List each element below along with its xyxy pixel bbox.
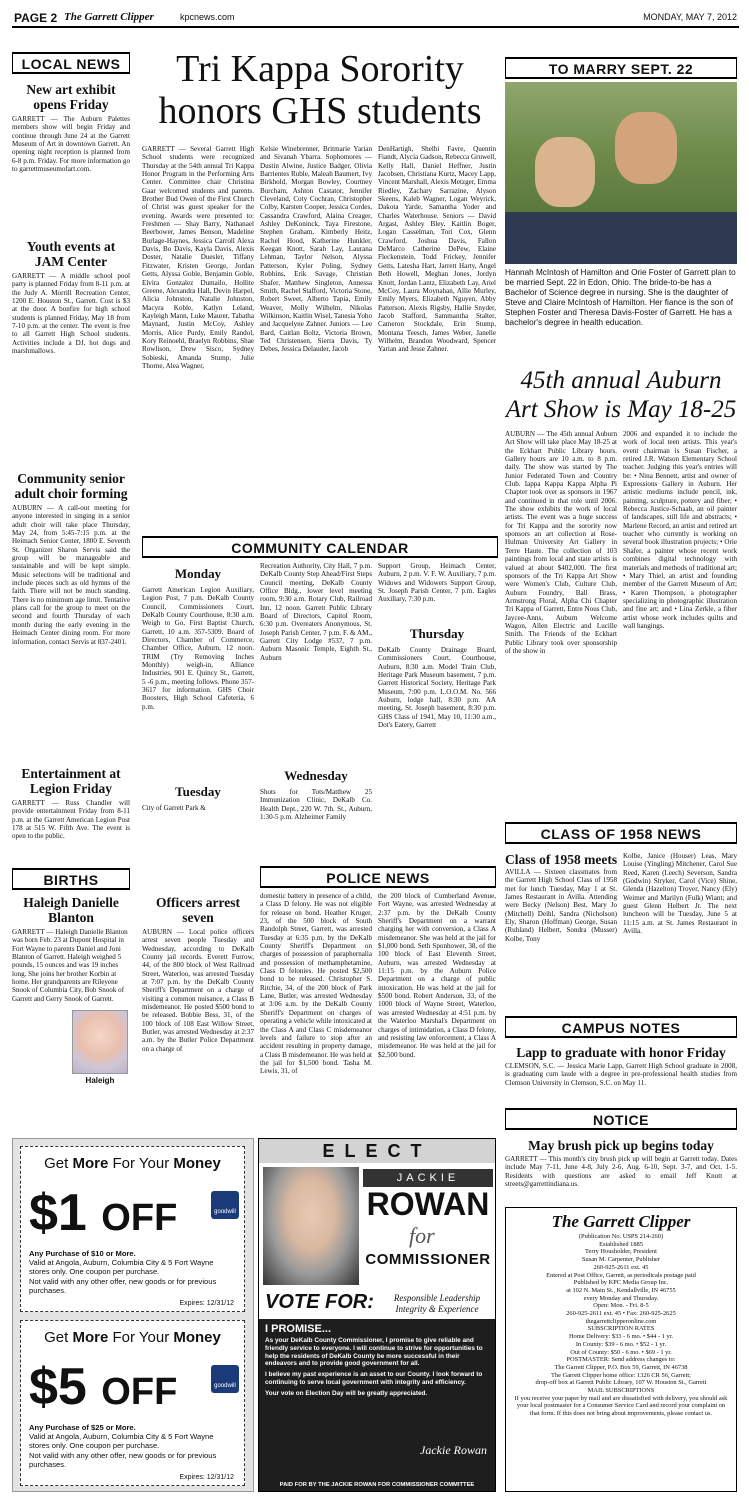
campus-body: CLEMSON, S.C. — Jessica Marie Lapp, Garrett High School graduate in 2008, is graduating cum laude with a degree in pre-professional health studies from Clemson University in Clemson, S.C. on May 11. — [505, 1062, 737, 1087]
class58-col2: Kolbe, Janice (Houser) Leas, Mary Louise (Yingling) Mitchener, Carol Sue Reed, Karen (Leech) Severson, Sandra (Godwin) Stryker, Carol (Vice) Shine, Glenda (Hazelton) Troyer, Nancy (Ely) Weimer and Marilyn (Fulk) Wiant; and guest Glenn Helbert Jr. The next luncheon will be Tuesday, June 5 at 11:15 a.m. at St. James Restaurant in Avilla. — [623, 852, 737, 936]
masthead-line: (Publication No. USPS 214-260) — [578, 1233, 664, 1240]
article-headline: New art exhibit opens Friday — [26, 82, 116, 112]
masthead-line: In County: $39 - 6 mo. • $52 - 1 yr. — [575, 1340, 667, 1348]
notice-body: GARRETT — This month's city brush pick up will begin at Garrett today. Dates include May 7-11, June 4-8, July 2-6, Aug. 6-10, Sept. 3-7, and Oct. 1-5. Residents with questions are asked to email Jeff Knott at streets@garrettindiana.us. — [505, 1155, 737, 1189]
photo-caption: Hannah McIntosh of Hamilton and Orie Foster of Garrett plan to be married Sept. 22 in Edon, Ohio. The bride-to-be has a Bachelor of Science degree in nursing. She is the daughter of Steve and Claire McIntosh of Hamilton. Her fiance is the son of Stephen Foster and Theresa Davis-Foster of Garrett. He has a bachelor's degree in health education. — [505, 268, 736, 327]
coupon-expiry: Expires: 12/31/12 — [179, 1300, 234, 1307]
coupon-expiry: Expires: 12/31/12 — [179, 1474, 234, 1481]
for-script: for — [409, 1223, 435, 1248]
calendar-col1 — [142, 560, 254, 860]
day-heading: Wednesday — [284, 768, 348, 783]
coupon-2[interactable] — [20, 1320, 245, 1486]
masthead-line: Susan M. Carpenter, Publisher — [581, 1256, 661, 1264]
vote-for: VOTE FOR: — [265, 1291, 374, 1313]
couple-photo — [505, 82, 737, 264]
art-article-col1: AUBURN — The 45th annual Auburn Art Show will take place May 18-25 at the Eckhart Public Library hours. Gallery hours are 10 a.m. to 8 p.m. daily. The show was started by The Junior Federated Town and Country Club. Iappa Kappa Kappa Alpha Pi Chapter took over as sponsors in 1967 and continued in that role until 2006. The show exhibits the work of local artists. The event was a huge success for Tri Kappa and the sorority now sponsors an art collection at Rose-Hulman University Art Gallery in Terre Haute. The collection of 103 paintings from local and state artists is valued at about $402,000. The first sponsors of the Tri Kappa Art Show were Women's Club, Culture Club, Auburn Foundry, Ball Brass, Armstrong Floral, Alpha Chi Chapter Tri Kappa of Garrett, Entre Nous Club, Jaycee-Anns, Auburn Welcome Wagon, Allen Electric and Lucille Smith. The Friends of the Eckhart Public Library took over sponsorship of the show in — [505, 430, 617, 655]
art-headline: 45th annual Auburn Art Show is May 18-25 — [505, 367, 737, 423]
masthead-line: 260-925-2611 ext. 45 — [593, 1263, 649, 1271]
masthead-line: SUBSCRIPTION RATES — [587, 1325, 655, 1333]
notice-headline: May brush pick up begins today — [528, 1138, 714, 1153]
day-heading: Tuesday — [175, 784, 221, 799]
website[interactable]: kpcnews.com — [180, 12, 235, 22]
goodwill-logo: goodwill — [211, 1365, 239, 1393]
calendar-entries: Support Group, Heimach Center, Auburn, 2 p.m. V. F. W. Auxiliary, 7 p.m. Widows and Widowers Support Group, St. Joseph Parish Center, 7 p.m. Eagles Auxiliary, 7:30 p.m. — [378, 562, 496, 604]
officers-headline: Officers arrest seven — [155, 895, 241, 925]
article-body: AUBURN — A call-out meeting for anyone interested in singing in a senior adult choir will take place Thursday, May 24, from 5:45-7:15 p.m. at the Heimach Senior Center, 1800 E. Seventh St. Organizer Sharon Servis said the group will be manageable and sustainable and will be kept simple. Music selections will be traditional and include pieces such as old hymns of the faith. There will not be much standing. There is no minimum age limit. Tentative plans call for the group to meet on the second and fourth Thursday of each month during the early evening in the Heimach Center dining room. For more information, contact Servis at 837-2401. — [12, 504, 130, 646]
page-number: PAGE 2 — [14, 11, 58, 25]
calendar-entries: City of Garrett Park & — [142, 804, 206, 812]
campus-headline: Lapp to graduate with honor Friday — [516, 1045, 726, 1060]
masthead-line: Open: Mon. - Fri. 8-5 — [593, 1302, 649, 1310]
calendar-entries: Garrett American Legion Auxiliary, Legion Post, 7 p.m. DeKalb County Council, Commissioners Court, DeKalb County Courthouse, 8:30 a.m. Weigh to Go, First Baptist Church, Garrett, 10 a.m. 357-5309. Board of Directors, Chamber of Commerce, Chamber Office, Auburn, 12 noon. TRIM (Try Removing Inches Monthly) weigh-in, Alliance Industries, 901 E. Quincy St., Garrett, 5 -6 p.m., meeting follows. Phone 357-3617 for information. GHS Choir Boosters, High School Cafeteria, 6 p.m. — [142, 586, 254, 711]
elect-banner: ELECT — [259, 1139, 495, 1163]
masthead-line: Entered at Post Office, Garrett, as periodicals postage paid — [546, 1271, 696, 1279]
baby-photo — [72, 1010, 128, 1074]
officers-body: AUBURN — Local police officers arrest seven people Tuesday and Wednesday, according to DeKalb County jail records. Everett Furrow, 44, of the 800 block of West Railroad Street, Waterloo, was arrested Tuesday at 7:07 p.m. by the DeKalb County Sheriff's Department on a charge of visiting a common nuisance, a Class B misdemeanor. He posted $500 bond to be released. Bobbie Bess, 31, of the 100 block of 108 East Willow Street, Butler, was arrested Wednesday at 2:37 a.m. by the Butler Police Department on a charge of — [142, 928, 254, 1053]
day-heading: Monday — [174, 566, 222, 581]
office-title: COMMISSIONER — [365, 1251, 491, 1268]
main-article-col1: GARRETT — Several Garrett High School students were recognized Thursday at the 54th annual Tri Kappa Honor Program in the Performing Arts Center. Committee chair Christina Gaar welcomed students and parents. Brother Bud Owen of the First Church of Christ was guest speaker for the evening. Awards were presented to: Freshmen — Shay Barry, Nathanael Beerbower, James Benson, Madeline Burlage-Haynes, Jessica Carroll Alexa Davis, Bo Davis, Kayla Davis, Alexis Doster, Natalie Duesler, Tiffany Fitzwater, Kristen George, Jordan Getts, Alyssa Goble, Benjamin Goble, Elvira Gonzalez Dumailo, Hollite Greene, Alexandra Hall, Devin Harpel, Alicia Johnston, Natalie Johnston, Macyra Koble, Katlyn Leland, Kayleigh Mann, Luke Maurer, Tabatha Maynard, Justin McCoy, Ashley Morris, Alice Purdy, Emily Randol, Kory Reinoehl, Braelyn Robbins, Shae Rowlison, Drew Sisco, Sydney Sobieski, Amanda Stump, Julie Thorne, Alea Wagner, — [142, 145, 254, 370]
goodwill-logo: goodwill — [211, 1191, 239, 1219]
baby-photo-caption: Haleigh — [85, 1076, 115, 1085]
article-headline: Entertainment at Legion Friday — [21, 766, 121, 796]
article-body: GARRETT — The Auburn Palettes members show will begin Friday and continue through June 24 at the Garrett Museum of Art in downtown Garrett. An opening night reception is planned from 6-8 p.m. Friday. For more information go to garrettmuseumofart.com. — [12, 115, 130, 174]
promise-text: As your DeKalb County Commissioner, I promise to give reliable and friendly service to everyone. I will continue to strive for opportunities to help the residents of DeKalb County be more successful in their endeavors and to provide good government for all. — [265, 1337, 483, 1368]
police-col2: the 200 block of Cumberland Avenue, Fort Wayne, was arrested Wednesday at 2:37 p.m. by the DeKalb County Sheriff's Department on a warrant charging her with conversion, a Class A misdemeanor. She was held at the jail for $1,000 bond. Seth Sponhower, 38, of the 100 block of East Eleventh Street, Auburn, was arrested Wednesday at 11:15 p.m. by the Auburn Police Department on a charge of public intoxication. He was held at the jail for $500 bond. Robert Anderson, 33, of the 1000 block of Wayne Street, Waterloo, was arrested Wednesday at 4:51 p.m. by the Waterloo Marshal's Department on charges of intimidation, a Class D felony, and resisting law enforcement, a Class A misdemeanor. He was held at the jail for $2,500 bond. — [378, 892, 496, 1059]
calendar-col2 — [260, 562, 372, 862]
masthead-line: thegarrettclipperonline.com — [585, 1317, 657, 1325]
campus-heading: CAMPUS NOTES — [505, 1016, 737, 1038]
coupon-amount: $5 OFF — [29, 1358, 178, 1416]
promise-text: I believe my past experience is an asset to our County. I look forward to continuing to serve local government with integrity and efficiency. — [265, 1371, 483, 1386]
calendar-col3 — [378, 562, 496, 862]
article-headline: Youth events at JAM Center — [26, 239, 116, 269]
masthead-line: MAIL SUBSCRIPTIONS — [587, 1387, 655, 1395]
elect-ad — [258, 1138, 496, 1492]
article-body: GARRETT — A middle school pool party is planned Friday from 8-11 p.m. at the Judy A. Morrill Recreation Center, 1200 E. Houston St., Garrett. Cost is $3 at the door. A bonfire for high school students is planned Friday, May 18 from 7-10 p.m. at the center. The event is free to all Garrett High School students. Activities include a DJ, hot dogs and marshmallows. — [12, 272, 130, 356]
class58-col1: AVILLA — Sixteen classmates from the Garrett High School Class of 1958 met for lunch Tuesday, May 1 at St. James Restaurant in Avilla. Attending were Becky (Nelson) Best, Mary Jo (Mitchell) Deihl, Sandra (Nicholson) Ely, Sharon (Hoffman) George, Susan (Ruhland) Helbert, Sondra (Musser) Kolbe, Tony — [505, 868, 617, 943]
births-headline: Haleigh Danielle Blanton — [23, 895, 119, 925]
coupon-terms: Any Purchase of $10 or More. Valid at Angola, Auburn, Columbia City & 5 Fort Wayne stores only. One coupon per purchase. Not valid with any other offer, new goods or for previous purchases. — [29, 1249, 217, 1295]
candidate-photo — [263, 1167, 359, 1285]
masthead-line: The Garrett Clipper, P.O. Box 59, Garrett, IN 46738 — [554, 1363, 688, 1371]
local-news-column — [12, 80, 130, 860]
coupon-amount: $1 OFF — [29, 1184, 178, 1242]
signature: Jackie Rowan — [420, 1443, 487, 1457]
slogan: Responsible Leadership Integrity & Experience — [393, 1293, 481, 1314]
class58-headline: Class of 1958 meets — [505, 852, 618, 867]
masthead-line: drop-off box at Garrett Public Library, 107 W. Houston St., Garrett — [535, 1379, 707, 1387]
notice-heading: NOTICE — [505, 1108, 737, 1130]
promise-text: Your vote on Election Day will be greatly appreciated. — [265, 1389, 428, 1397]
masthead-line: If you receive your paper by mail and are dissatisfied with delivery, you should ask your local postmaster for a Consumer Service Card and record your complaint on that form. If this does not bring about improvements, please contact us. — [514, 1394, 728, 1418]
day-heading: Thursday — [409, 626, 465, 641]
births-heading: BIRTHS — [12, 868, 130, 890]
main-article-col3: DenHartigh, Shelbi Favre, Quentin Fiandt, Alycia Gadson, Rebecca Gruwell, Kelly Hall, Daniel Heffner, Justin Jacobsen, Christiana Kurtz, Macey Lapp, Vincent Marshall, Alexis Metzger, Emma Riedley, Zachary Sarrazine, Alyson Skeens, Kaleb Wagner, Logan Weyrick, Dakota Yarde, Samantha Yoder and Charles Waterhouse. Seniors — David Argast, Ashley Bley, Kaitlin Boger, Logan Casselman, Tori Cox, Glenn Crawford, Joshua Davis, Fallon DeMarco Catherine DePew, Elaine Fleckenstein, Todd Frickey, Jennifer Getts, Latesha Hart, Jarrett Harty, Angel Beth Howell, Meghan Jones, Jordyn Knott, Jordan Lantz, Elizabeth Lay, Ariel McCoy, Laura Moynahan, Allie Murley, Emily Myers, Elizabeth Nguyen, Abby Patterson, Alexis Rigsby, Hallie Snyder, Jacob Stafford, Sammantha Stalter, Cameron Stockdale, Erin Stump, Montana Teesch, James Weber, Janelle Wilhelm, Brandon Woodward, Spencer Yarian and Jesse Zahner. — [378, 145, 496, 354]
coupon-1[interactable] — [20, 1146, 245, 1312]
article-body: GARRETT — Russ Chandler will provide entertainment Friday from 8-11 p.m. at the Garrett American Legion Post 178 at 515 W. Fifth Ave. The event is open to the public. — [12, 799, 130, 841]
masthead-line: Established 1885 — [599, 1240, 643, 1248]
local-news-heading: LOCAL NEWS — [12, 52, 130, 74]
article-headline: Community senior adult choir forming — [14, 471, 128, 501]
masthead-box — [505, 1207, 737, 1492]
calendar-entries: Recreation Authority, City Hall, 7 p.m. DeKalb County Step Ahead/First Steps Council meeting, DeKalb County Office Bldg., lower level meeting room, 9:30 a.m. Rotary Club, Railroad Inn, 12 noon. Garrett Public Library Board of Directors, Capitol Room, 6:30 p.m. Overeaters Anonymous, St. Joseph Parish Center, 7 p.m. F. & AM., Garrett City Lodge #537, 7 p.m. Auburn Masonic Temple, Eighth St., Auburn — [260, 562, 372, 662]
masthead-line: every Monday and Thursday. — [583, 1294, 659, 1302]
promise-heading: I PROMISE... — [265, 1323, 332, 1335]
issue-date: MONDAY, MAY 7, 2012 — [643, 12, 737, 22]
masthead-line: The Garrett Clipper home office: 1326 CR 56, Garrett; — [551, 1371, 691, 1379]
masthead-line: Published by KPC Media Group Inc. — [573, 1279, 669, 1287]
paper-name: The Garrett Clipper — [64, 11, 154, 23]
masthead-line: 260-925-2611 ext. 45 • Fax: 260-925-2625 — [566, 1310, 676, 1318]
paid-by: PAID FOR BY THE JACKIE ROWAN FOR COMMISSIONER COMMITTEE — [279, 1482, 475, 1488]
promise-box — [259, 1319, 495, 1491]
masthead-line: Out of County: $50 - 6 mo. • $69 - 1 yr. — [570, 1348, 672, 1356]
calendar-entries: Shots for Tots/Matthew 25 Immunization Clinic, DeKalb Co. Health Dept., 220 W. 7th. St., Auburn, 1:30-5 p.m. Alzheimer Family — [260, 788, 372, 822]
coupon-title: Get More For Your Money — [44, 1155, 221, 1172]
class58-heading: CLASS OF 1958 NEWS — [505, 822, 737, 844]
calendar-heading: COMMUNITY CALENDAR — [142, 536, 498, 558]
masthead-lines — [506, 1233, 736, 1418]
coupon-title: Get More For Your Money — [44, 1329, 221, 1346]
main-headline: Tri Kappa Sorority honors GHS students — [158, 48, 482, 132]
masthead-line: Terry Housholder, President — [585, 1248, 657, 1256]
candidate-first: JACKIE — [363, 1169, 493, 1187]
coupon-terms: Any Purchase of $25 or More. Valid at Angola, Auburn, Columbia City & 5 Fort Wayne stores only. One coupon per purchase. Not valid with any other offer, new goods or for previous purchases. — [29, 1423, 217, 1469]
masthead-line: at 102 N. Main St., Kendallville, IN 46755 — [566, 1286, 676, 1294]
births-body: GARRETT — Haleigh Danielle Blanton was born Feb. 23 at Dupont Hospital in Fort Wayne to parents Daniel and Joni Blanton of Garrett. Haleigh weighed 5 pounds, 15 ounces and was 19 inches long. She joins her brother Korbin at home. Her grandparents are Rileyene Snook of Columbia City, Bob Snook of Garrett and Gerry Snook of Garrett. — [12, 928, 128, 1003]
police-col1: domestic battery in presence of a child, a Class D felony. He was not eligible for release on bond. Heather Kruger, 23, of the 500 block of South Randolph Street, Garrett, was arrested Tuesday at 6:35 p.m. by the DeKalb County Sheriff's Department on charges of possession of paraphernalia and possession of methamphetamine, Class D felonies. He posted $2,500 bond to be released. Christopher S. Ritchie, 34, of the 200 block of Park Lane, Butler, was arrested Wednesday at 3:06 a.m. by the DeKalb County Sheriff's Department on charges of operating a vehicle while intoxicated at the Class A and Class C misdemeanor levels and failure to stop after an accident resulting in property damage, a Class B misdemeanor. He was held at the jail for $1,500 bond. Tasha M. Lewis, 31, of — [260, 892, 372, 1076]
page-header — [12, 6, 739, 28]
art-article-col2: 2006 and expanded it to include the work of local teen artists. This year's event chairman is Susan Fischer, a retired J.R. Watson Elementary School teacher. Judging this year's entries will be: • Nina Bennett, artist and owner of Expressions Gallery in Auburn. Her artistic mediums include pencil, ink, painting, sculpture, pottery and fiber; • Rebecca Justice-Schaab, an oil painter of landscapes, still life and abstracts; • Marlene Record, an artist and retired art teacher who currently is working on several book illustration projects; • Orie Shafer, a painter whose recent work combines digital technology with materials and methods of traditional art; • Mary Thiel, an artist and founding member of the Garrett Museum of Art; • Karen Thompson, a photographer specializing in photographic illustration and fine art; and • Lina Zerkle, a fiber artist whose work includes quilts and wall hangings. — [623, 430, 737, 630]
masthead-title: The Garrett Clipper — [551, 1212, 691, 1231]
marry-heading: TO MARRY SEPT. 22 — [505, 57, 737, 79]
main-article-col2: Kelsie Winebrenner, Britmarie Yarian and Sivanah Ybarra. Sophomores — Dustin Alwine, Justice Badger, Olivia Barrientes Ruble, Maleah Baumert, Ivy Birkhold, Morgan Bowley, Courtney Burcham, Ashton Castator, Jennifer Cleveland, Coty Cochran, Christopher Colby, Karsten Cooper, Jessica Cordes, Cassandra Crawford, Alaina Creager, Ashley DeKoninck, Taya Firestone, Stephen Graham, Kimberly Heitz, Rachel Hood, Katherine Hunkler, Keegan Knott, Sarah Lay, Laurana Lehman, Taylor Nelson, Alyssa Patterson, Kyler Poling, Sydney Robbins, Erik Savage, Christian Shafer, Matthew Singleton, Annessa Smith, Rachel Stafford, Victoria Stone, Robert Sweet, Alberto Tapia, Emily Weaver, Molly Wilhelm, Nikolas Wilkinson, Kaitlin Wisel, Tanesia Yoho and Jacquelyne Zahner. Juniors — Lee Bard, Caitlan Boltz, Victoria Brown, Ted Christensen, Sierra Davis, Ty Debes, Jessica Delauder, Jacob — [260, 145, 372, 354]
masthead-line: POSTMASTER: Send address changes to: — [566, 1356, 676, 1364]
candidate-last: ROWAN — [366, 1186, 490, 1222]
calendar-entries: DeKalb County Drainage Board, Commissioners Court, Courthouse, Auburn, 8:30 a.m. Model Train Club, Heritage Park Museum basement, 7 p.m. Garrett Historical Society, Heritage Park Museum, 7:00 p.m. L.O.O.M. No. 566 Auburn, lodge hall, 8:30 p.m. AA meeting, St. Joseph basement, 8:30 p.m. GHS Class of 1941, May 10, 11:30 a.m., Dot's Eatery, Garrett — [378, 646, 496, 730]
masthead-line: Home Delivery: $33 - 6 mo. • $44 - 1 yr. — [568, 1333, 674, 1341]
police-heading: POLICE NEWS — [260, 866, 496, 888]
